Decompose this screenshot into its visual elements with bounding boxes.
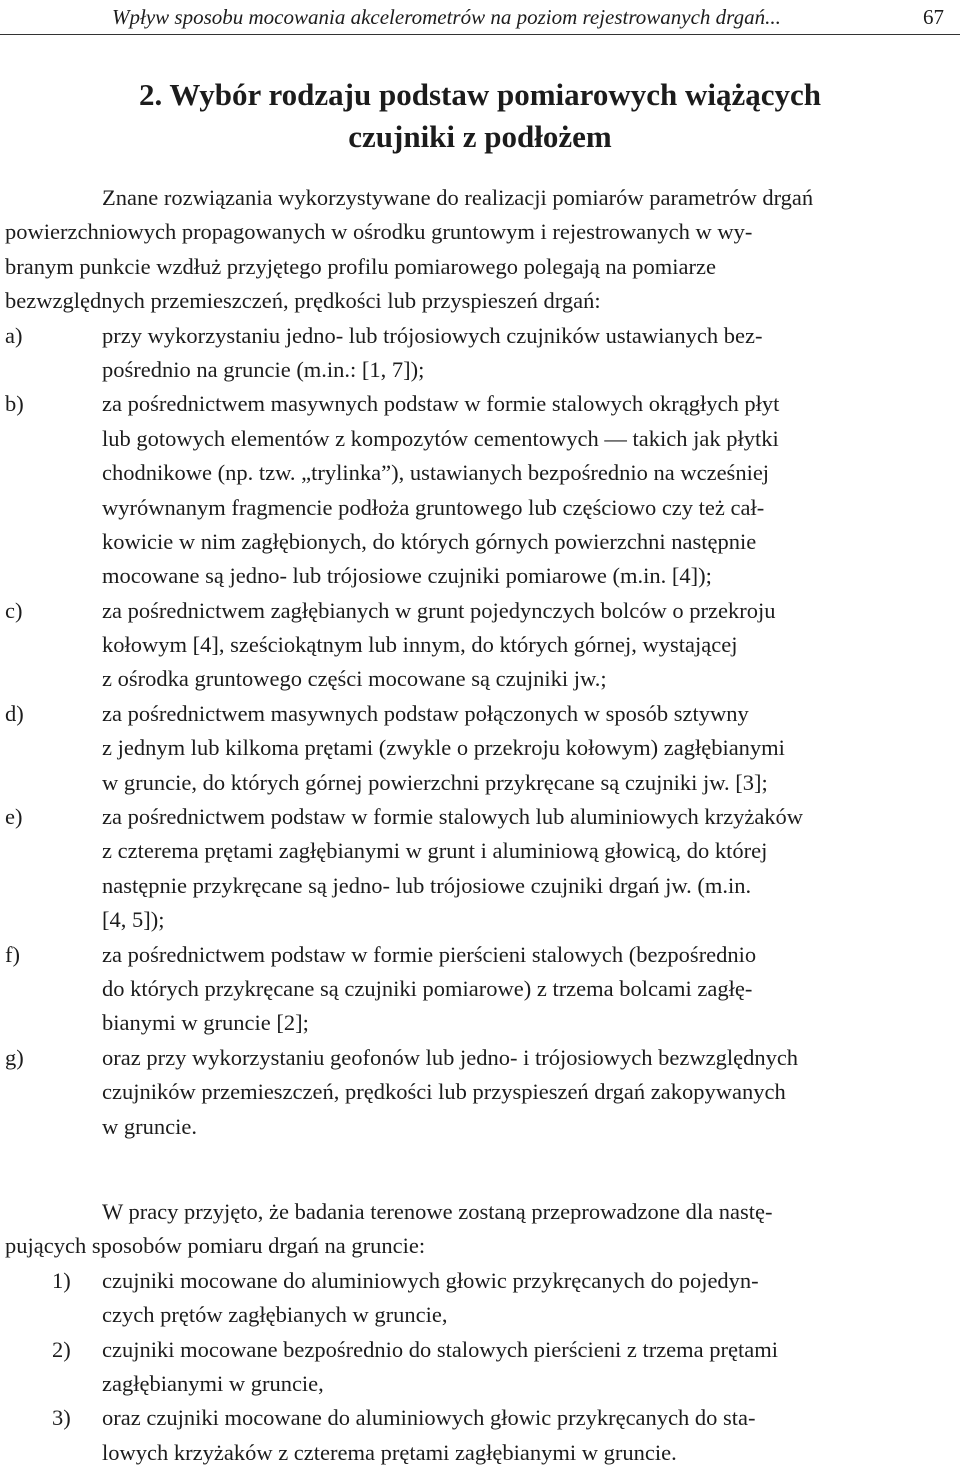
- list-item-b: [5, 387, 955, 593]
- list-marker: 1): [52, 1267, 71, 1293]
- list-item-line: bianymi w gruncie [2];: [102, 1010, 309, 1036]
- list-item-line: [4, 5]);: [102, 907, 165, 933]
- list-item-line: chodnikowe (np. tzw. „trylinka”), ustawianych bezpośrednio na wcześniej: [102, 460, 770, 486]
- list-item-line: lowych krzyżaków z czterema prętami zagłębianymi w gruncie.: [102, 1439, 677, 1465]
- paragraph-line: branym punkcie wzdłuż przyjętego profilu pomiarowego polegają na pomiarze: [5, 253, 716, 279]
- list-marker: f): [5, 941, 20, 967]
- running-header: [0, 4, 960, 35]
- list-item-g: [5, 1041, 955, 1144]
- list-item-line: czych prętów zagłębianych w gruncie,: [102, 1302, 448, 1328]
- list-item-f: [5, 938, 955, 1041]
- list-item-line: w gruncie.: [102, 1113, 197, 1139]
- list-item-line: za pośrednictwem masywnych podstaw w formie stalowych okrągłych płyt: [102, 391, 780, 417]
- list-item-line: do których przykręcane są czujniki pomiarowe) z trzema bolcami zagłę-: [102, 975, 753, 1001]
- list-item-line: z ośrodka gruntowego części mocowane są czujniki jw.;: [102, 666, 607, 692]
- list-item-c: [5, 594, 955, 697]
- list-item-line: lub gotowych elementów z kompozytów cementowych — takich jak płytki: [102, 425, 779, 451]
- paragraph-line: powierzchniowych propagowanych w ośrodku gruntowym i rejestrowanych w wy-: [5, 219, 753, 245]
- conclusion-paragraph: [5, 1195, 955, 1264]
- section-title-line: czujniki z podłożem: [348, 119, 612, 154]
- list-item-a: [5, 319, 955, 388]
- list-marker: b): [5, 391, 24, 417]
- list-item-line: pośrednio na gruncie (m.in.: [1, 7]);: [102, 356, 425, 382]
- paragraph-line: bezwzględnych przemieszczeń, prędkości lub przyspieszeń drgań:: [5, 288, 601, 314]
- list-marker: a): [5, 322, 23, 348]
- main-text: [5, 181, 955, 1144]
- numbered-item-2: [5, 1333, 955, 1402]
- list-marker: c): [5, 597, 23, 623]
- paragraph-line: Znane rozwiązania wykorzystywane do realizacji pomiarów parametrów drgań: [102, 185, 814, 210]
- list-item-line: za pośrednictwem masywnych podstaw połączonych w sposób sztywny: [102, 700, 749, 726]
- conclusion-text: [5, 1195, 955, 1470]
- list-item-line: czujniki mocowane do aluminiowych głowic przykręcanych do pojedyn-: [102, 1267, 759, 1293]
- list-item-line: z czterema prętami zagłębianymi w grunt i aluminiową głowicą, do której: [102, 838, 768, 864]
- list-item-line: zagłębianymi w gruncie,: [102, 1370, 324, 1396]
- list-item-line: oraz czujniki mocowane do aluminiowych głowic przykręcanych do sta-: [102, 1405, 756, 1431]
- list-item-line: za pośrednictwem podstaw w formie pierścieni stalowych (bezpośrednio: [102, 941, 757, 967]
- list-marker: d): [5, 700, 24, 726]
- list-item-line: z jednym lub kilkoma prętami (zwykle o przekroju kołowym) zagłębianymi: [102, 735, 785, 761]
- running-header-title: Wpływ sposobu mocowania akcelerometrów na poziom rejestrowanych drgań...: [112, 5, 781, 29]
- page-number: 67: [923, 5, 944, 29]
- list-marker: 2): [52, 1336, 71, 1362]
- list-item-d: [5, 697, 955, 800]
- list-item-line: w gruncie, do których górnej powierzchni przykręcane są czujniki jw. [3];: [102, 769, 768, 795]
- list-item-line: czujników przemieszczeń, prędkości lub przyspieszeń drgań zakopywanych: [102, 1079, 786, 1105]
- list-item-line: czujniki mocowane bezpośrednio do stalowych pierścieni z trzema prętami: [102, 1336, 778, 1362]
- section-title: [0, 74, 960, 158]
- list-item-line: za pośrednictwem zagłębianych w grunt pojedynczych bolców o przekroju: [102, 597, 776, 623]
- list-item-line: kowicie w nim zagłębionych, do których górnych powierzchni następnie: [102, 528, 757, 554]
- list-item-line: mocowane są jedno- lub trójosiowe czujniki pomiarowe (m.in. [4]);: [102, 563, 712, 589]
- list-item-line: kołowym [4], sześciokątnym lub innym, do których górnej, wystającej: [102, 632, 738, 658]
- numbered-item-3: [5, 1401, 955, 1470]
- list-marker: e): [5, 804, 23, 830]
- paragraph-line: W pracy przyjęto, że badania terenowe zostaną przeprowadzone dla nastę-: [102, 1199, 773, 1224]
- list-item-e: [5, 800, 955, 938]
- list-item-line: następnie przykręcane są jedno- lub trójosiowe czujniki drgań jw. (m.in.: [102, 872, 752, 898]
- list-item-line: za pośrednictwem podstaw w formie stalowych lub aluminiowych krzyżaków: [102, 804, 804, 830]
- intro-paragraph: [5, 181, 955, 319]
- list-item-line: oraz przy wykorzystaniu geofonów lub jedno- i trójosiowych bezwzględnych: [102, 1044, 799, 1070]
- list-item-line: przy wykorzystaniu jedno- lub trójosiowych czujników ustawianych bez-: [102, 322, 763, 348]
- list-marker: g): [5, 1044, 24, 1070]
- numbered-item-1: [5, 1264, 955, 1333]
- list-item-line: wyrównanym fragmencie podłoża gruntowego lub częściowo czy też cał-: [102, 494, 765, 520]
- list-marker: 3): [52, 1405, 71, 1431]
- paragraph-line: pujących sposobów pomiaru drgań na gruncie:: [5, 1233, 426, 1259]
- section-title-line: 2. Wybór rodzaju podstaw pomiarowych wiążących: [138, 77, 822, 112]
